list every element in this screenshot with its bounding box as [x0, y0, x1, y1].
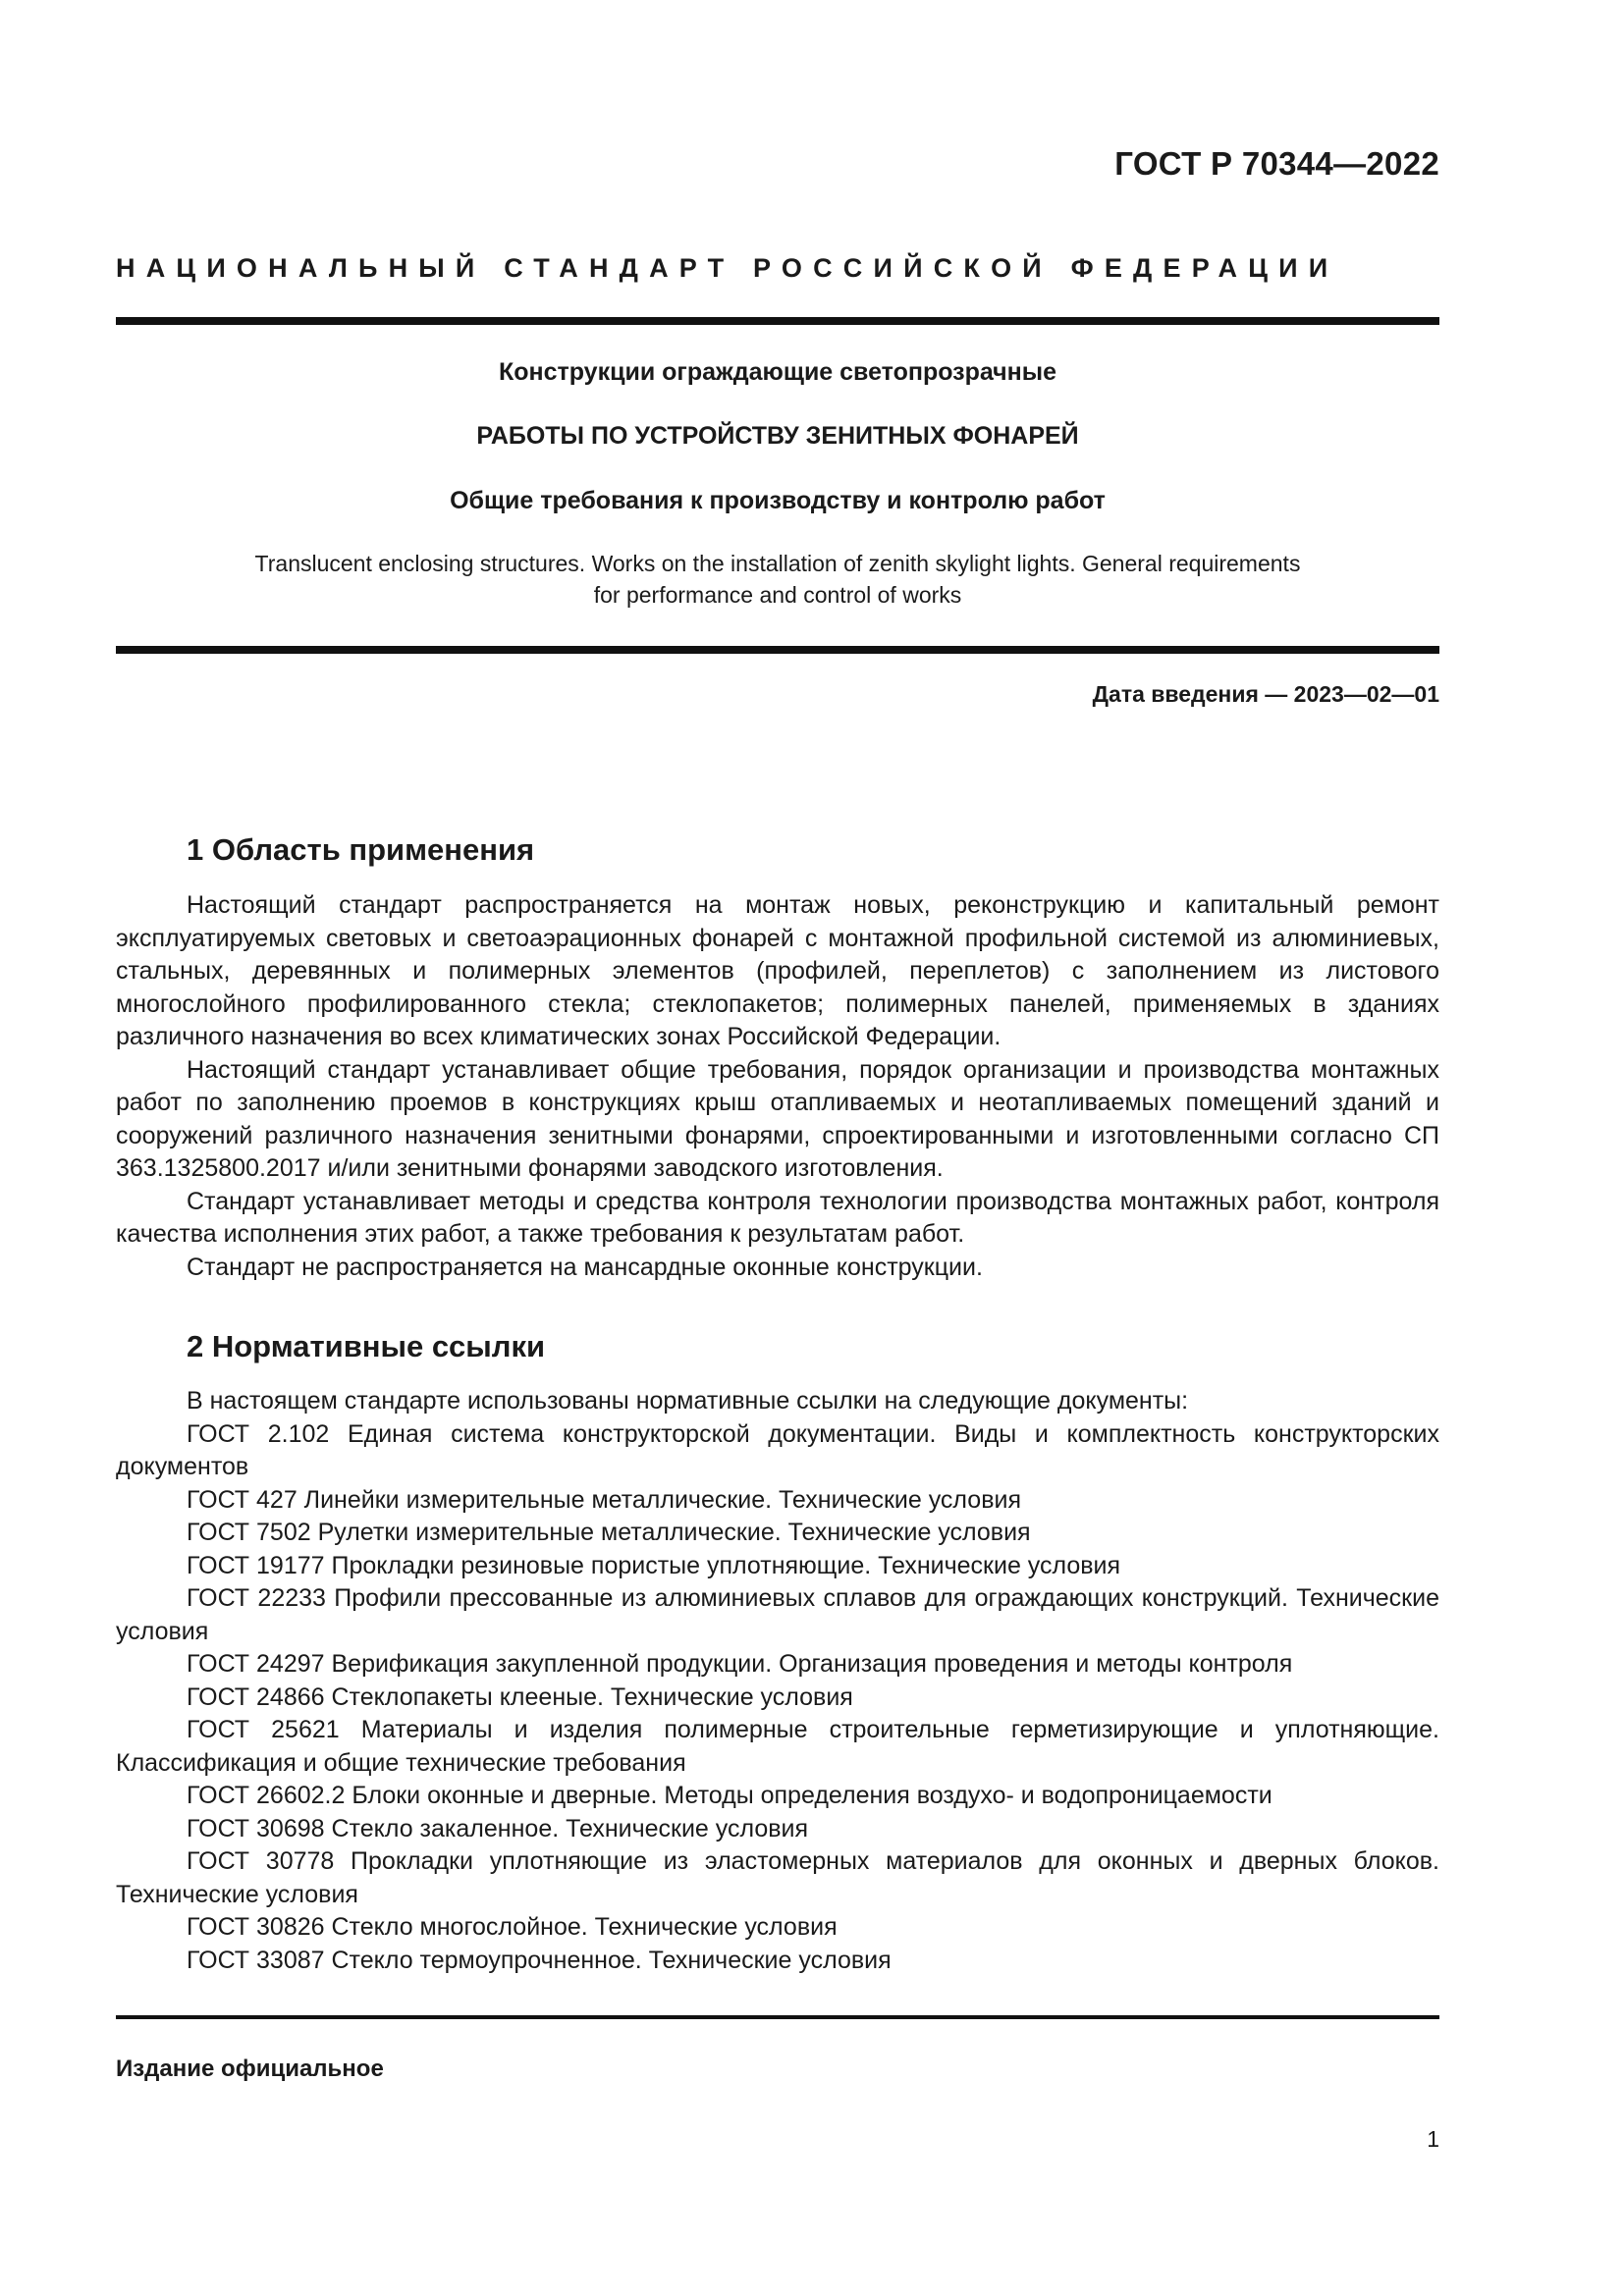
english-title	[116, 548, 1439, 611]
reference-item: ГОСТ 24866 Стеклопакеты клееные. Технические условия	[187, 1682, 853, 1711]
title-line-2: РАБОТЫ ПО УСТРОЙСТВУ ЗЕНИТНЫХ ФОНАРЕЙ	[476, 422, 1079, 450]
section-1-heading: 1 Область применения	[187, 832, 535, 867]
reference-item: ГОСТ 33087 Стекло термоупрочненное. Технические условия	[187, 1946, 892, 1974]
section-2-body	[116, 1385, 1439, 1977]
reference-item: ГОСТ 22233 Профили прессованные из алюминиевых сплавов для ограждающих конструкций. Технические условия	[116, 1584, 1439, 1645]
english-title-line-2: for performance and control of works	[593, 582, 962, 608]
reference-item: ГОСТ 7502 Рулетки измерительные металлические. Технические условия	[187, 1519, 1031, 1546]
reference-item: ГОСТ 2.102 Единая система конструкторской документации. Виды и комплектность конструкторских документов	[116, 1419, 1439, 1480]
section-2-heading: 2 Нормативные ссылки	[187, 1329, 546, 1363]
top-rule	[116, 317, 1439, 325]
english-title-line-1: Translucent enclosing structures. Works on the installation of zenith skylight lights. General requirements	[254, 551, 1301, 576]
section-1-body	[116, 889, 1439, 1284]
national-standard-heading: НАЦИОНАЛЬНЫЙ СТАНДАРТ РОССИЙСКОЙ ФЕДЕРАЦИИ	[116, 253, 1339, 283]
section-1-paragraph: Настоящий стандарт устанавливает общие требования, порядок организации и производства монтажных работ по заполнению проемов в конструкциях крыш отапливаемых и неотапливаемых помещений зданий и сооружений различного назначения зенитными фонарями, спроектированными и изготовленными согласно СП 363.1325800.2017 и/или зенитными фонарями заводского изготовления.	[116, 1055, 1439, 1182]
reference-item: ГОСТ 26602.2 Блоки оконные и дверные. Методы определения воздухо- и водопроницаемости	[187, 1782, 1272, 1809]
section-1-paragraph: Стандарт устанавливает методы и средства контроля технологии производства монтажных работ, контроля качества исполнения этих работ, а также требования к результатам работ.	[116, 1187, 1439, 1248]
title-line-1: Конструкции ограждающие светопрозрачные	[498, 358, 1057, 386]
page-number: 1	[1427, 2126, 1439, 2152]
document-number: ГОСТ Р 70344—2022	[1114, 145, 1439, 182]
reference-item: ГОСТ 427 Линейки измерительные металлические. Технические условия	[187, 1485, 1021, 1514]
reference-item: ГОСТ 30778 Прокладки уплотняющие из эластомерных материалов для оконных и дверных блоков. Технические условия	[116, 1847, 1439, 1908]
reference-item: ГОСТ 30826 Стекло многослойное. Технические условия	[187, 1913, 838, 1941]
date-of-introduction: Дата введения — 2023—02—01	[1092, 681, 1439, 707]
footer-rule	[116, 2015, 1439, 2019]
reference-item: ГОСТ 24297 Верификация закупленной продукции. Организация проведения и методы контроля	[187, 1650, 1293, 1678]
title-line-3: Общие требования к производству и контролю работ	[450, 487, 1106, 514]
reference-item: ГОСТ 30698 Стекло закаленное. Технические условия	[187, 1814, 809, 1842]
official-edition-label: Издание официальное	[116, 2056, 384, 2082]
section-1-paragraph: Настоящий стандарт распространяется на монтаж новых, реконструкцию и капитальный ремонт эксплуатируемых световых и светоаэрационных фонарей с монтажной профильной системой из алюминиевых, стальных, деревянных и полимерных элементов (профилей, переплетов) с заполнением из листового многослойного профилированного стекла; стеклопакетов; полимерных панелей, применяемых в зданиях различного назначения во всех климатических зонах Российской Федерации.	[116, 891, 1439, 1050]
title-bottom-rule	[116, 646, 1439, 654]
section-1-paragraph: Стандарт не распространяется на мансардные оконные конструкции.	[187, 1253, 983, 1281]
section-2-intro: В настоящем стандарте использованы нормативные ссылки на следующие документы:	[187, 1387, 1189, 1415]
reference-item: ГОСТ 25621 Материалы и изделия полимерные строительные герметизирующие и уплотняющие. Классификация и общие технические требования	[116, 1716, 1439, 1777]
reference-item: ГОСТ 19177 Прокладки резиновые пористые уплотняющие. Технические условия	[187, 1551, 1121, 1579]
